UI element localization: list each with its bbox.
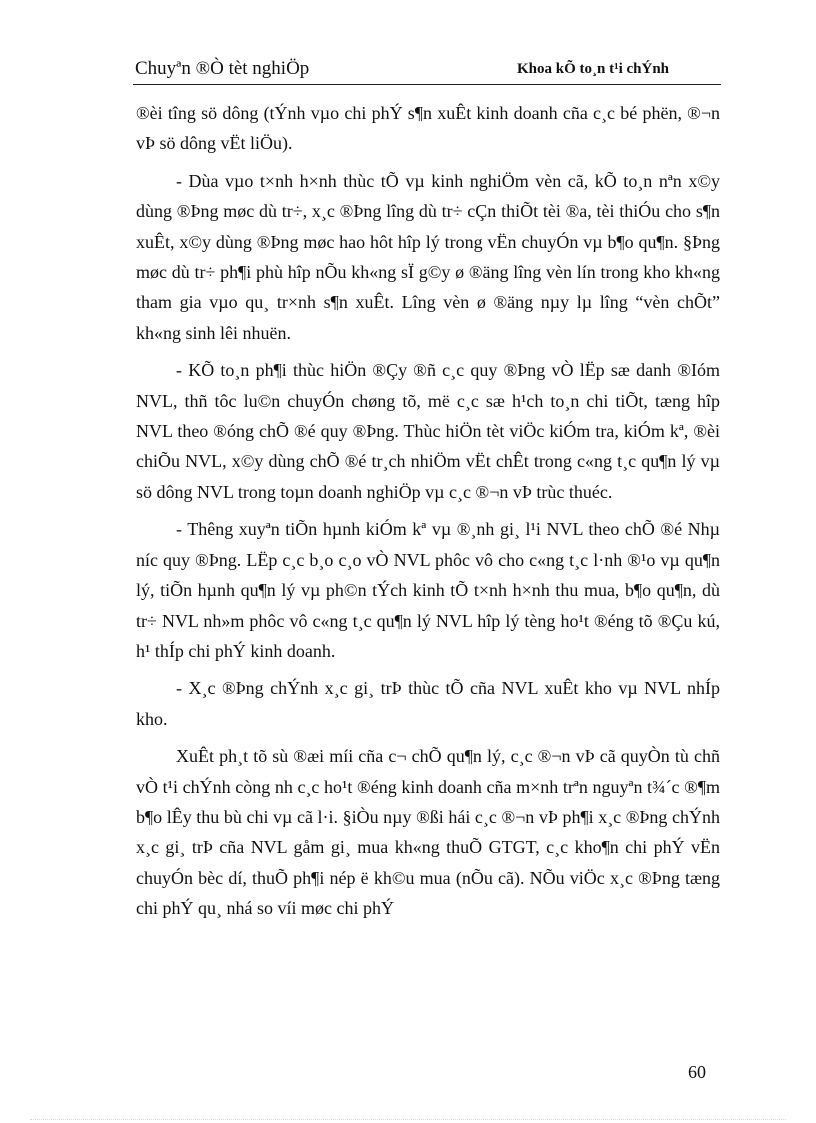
page-header	[133, 56, 721, 85]
body-text	[136, 98, 720, 931]
header-title: Chuyªn ®Ò tèt nghiÖp	[135, 58, 310, 79]
header-department: Khoa kÕ to¸n t¹i chÝnh	[516, 61, 669, 77]
page-number: 60	[688, 1062, 706, 1082]
paragraph-valuation: - X¸c ®Þng chÝnh x¸c gi¸ trÞ thùc tÕ cña NVL xuÊt kho vµ NVL nhÍp kho.	[136, 678, 720, 729]
paragraph-procedures: - KÕ to¸n ph¶i thùc hiÖn ®Çy ®ñ c¸c quy ®Þng vÒ lËp sæ danh ®Ióm NVL, thñ tôc lu©n chuyÓn chøng tõ, më c¸c sæ h¹ch to¸n chi tiÕt, tæng hîp NVL theo ®óng chÕ ®é quy ®Þng. Thùc hiÖn tèt viÖc kiÓm tra, kiÓm kª, ®èi chiÕu NVL, x©y dùng chÕ ®é tr¸ch nhiÖm vËt chÊt trong c«ng t¸c qu¶n lý vµ sö dông NVL trong toµn doanh nghiÖp vµ c¸c ®¬n vÞ trùc thuéc.	[136, 360, 720, 502]
page-bottom-divider	[30, 1119, 786, 1120]
paragraph-cost-basis: XuÊt ph¸t tõ sù ®æi míi cña c¬ chÕ qu¶n lý, c¸c ®¬n vÞ cã quyÒn tù chñ vÒ t¹i chÝnh còng nh c¸c ho¹t ®éng kinh doanh cña m×nh trªn nguyªn t¾´c ®¶m b¶o lÊy thu bù chi vµ cã l·i. §iÒu nµy ®ßi hái c¸c ®¬n vÞ ph¶i x¸c ®Þng chÝnh x¸c gi¸ trÞ cña NVL gåm gi¸ mua kh«ng thuÕ GTGT, c¸c kho¶n chi phÝ vËn chuyÓn bèc dí, thuÕ ph¶i nép ë kh©u mua (nÕu cã). NÕu viÖc x¸c ®Þng tæng chi phÝ qu¸ nhá so víi møc chi phÝ	[136, 746, 720, 919]
paragraph-norms: - Dùa vµo t×nh h×nh thùc tÕ vµ kinh nghiÖm vèn cã, kÕ to¸n nªn x©y dùng ®Þng møc dù tr÷, x¸c ®Þng lîng dù tr÷ cÇn thiÕt tèi ®a, tèi thiÓu cho s¶n xuÊt, x©y dùng ®Þng møc hao hôt hîp lý trong vËn chuyÓn vµ b¶o qu¶n. §Þng møc dù tr÷ ph¶i phù hîp nÕu kh«ng sÏ g©y ø ®äng lîng vèn lín trong kho kh«ng tham gia vµo qu¸ tr×nh s¶n xuÊt. Lîng vèn ø ®äng nµy lµ lîng “vèn chÕt” kh«ng sinh lêi nhuën.	[136, 170, 720, 343]
paragraph-continuation: ®èi tîng sö dông (tÝnh vµo chi phÝ s¶n xuÊt kinh doanh cña c¸c bé phën, ®¬n vÞ sö dông vËt liÖu).	[136, 103, 720, 154]
paragraph-inventory: - Thêng xuyªn tiÕn hµnh kiÓm kª vµ ®¸nh gi¸ l¹i NVL theo chÕ ®é Nhµ níc quy ®Þng. LËp c¸c b¸o c¸o vÒ NVL phôc vô cho c«ng t¸c l·nh ®¹o vµ qu¶n lý, tiÕn hµnh qu¶n lý vµ ph©n tÝch kinh tÕ t×nh h×nh thu mua, b¶o qu¶n, dù tr÷ NVL nh»m phôc vô c«ng t¸c qu¶n lý NVL hîp lý tèng ho¹t ®éng tõ ®Çu kú, h¹ thÍp chi phÝ kinh doanh.	[136, 519, 720, 661]
